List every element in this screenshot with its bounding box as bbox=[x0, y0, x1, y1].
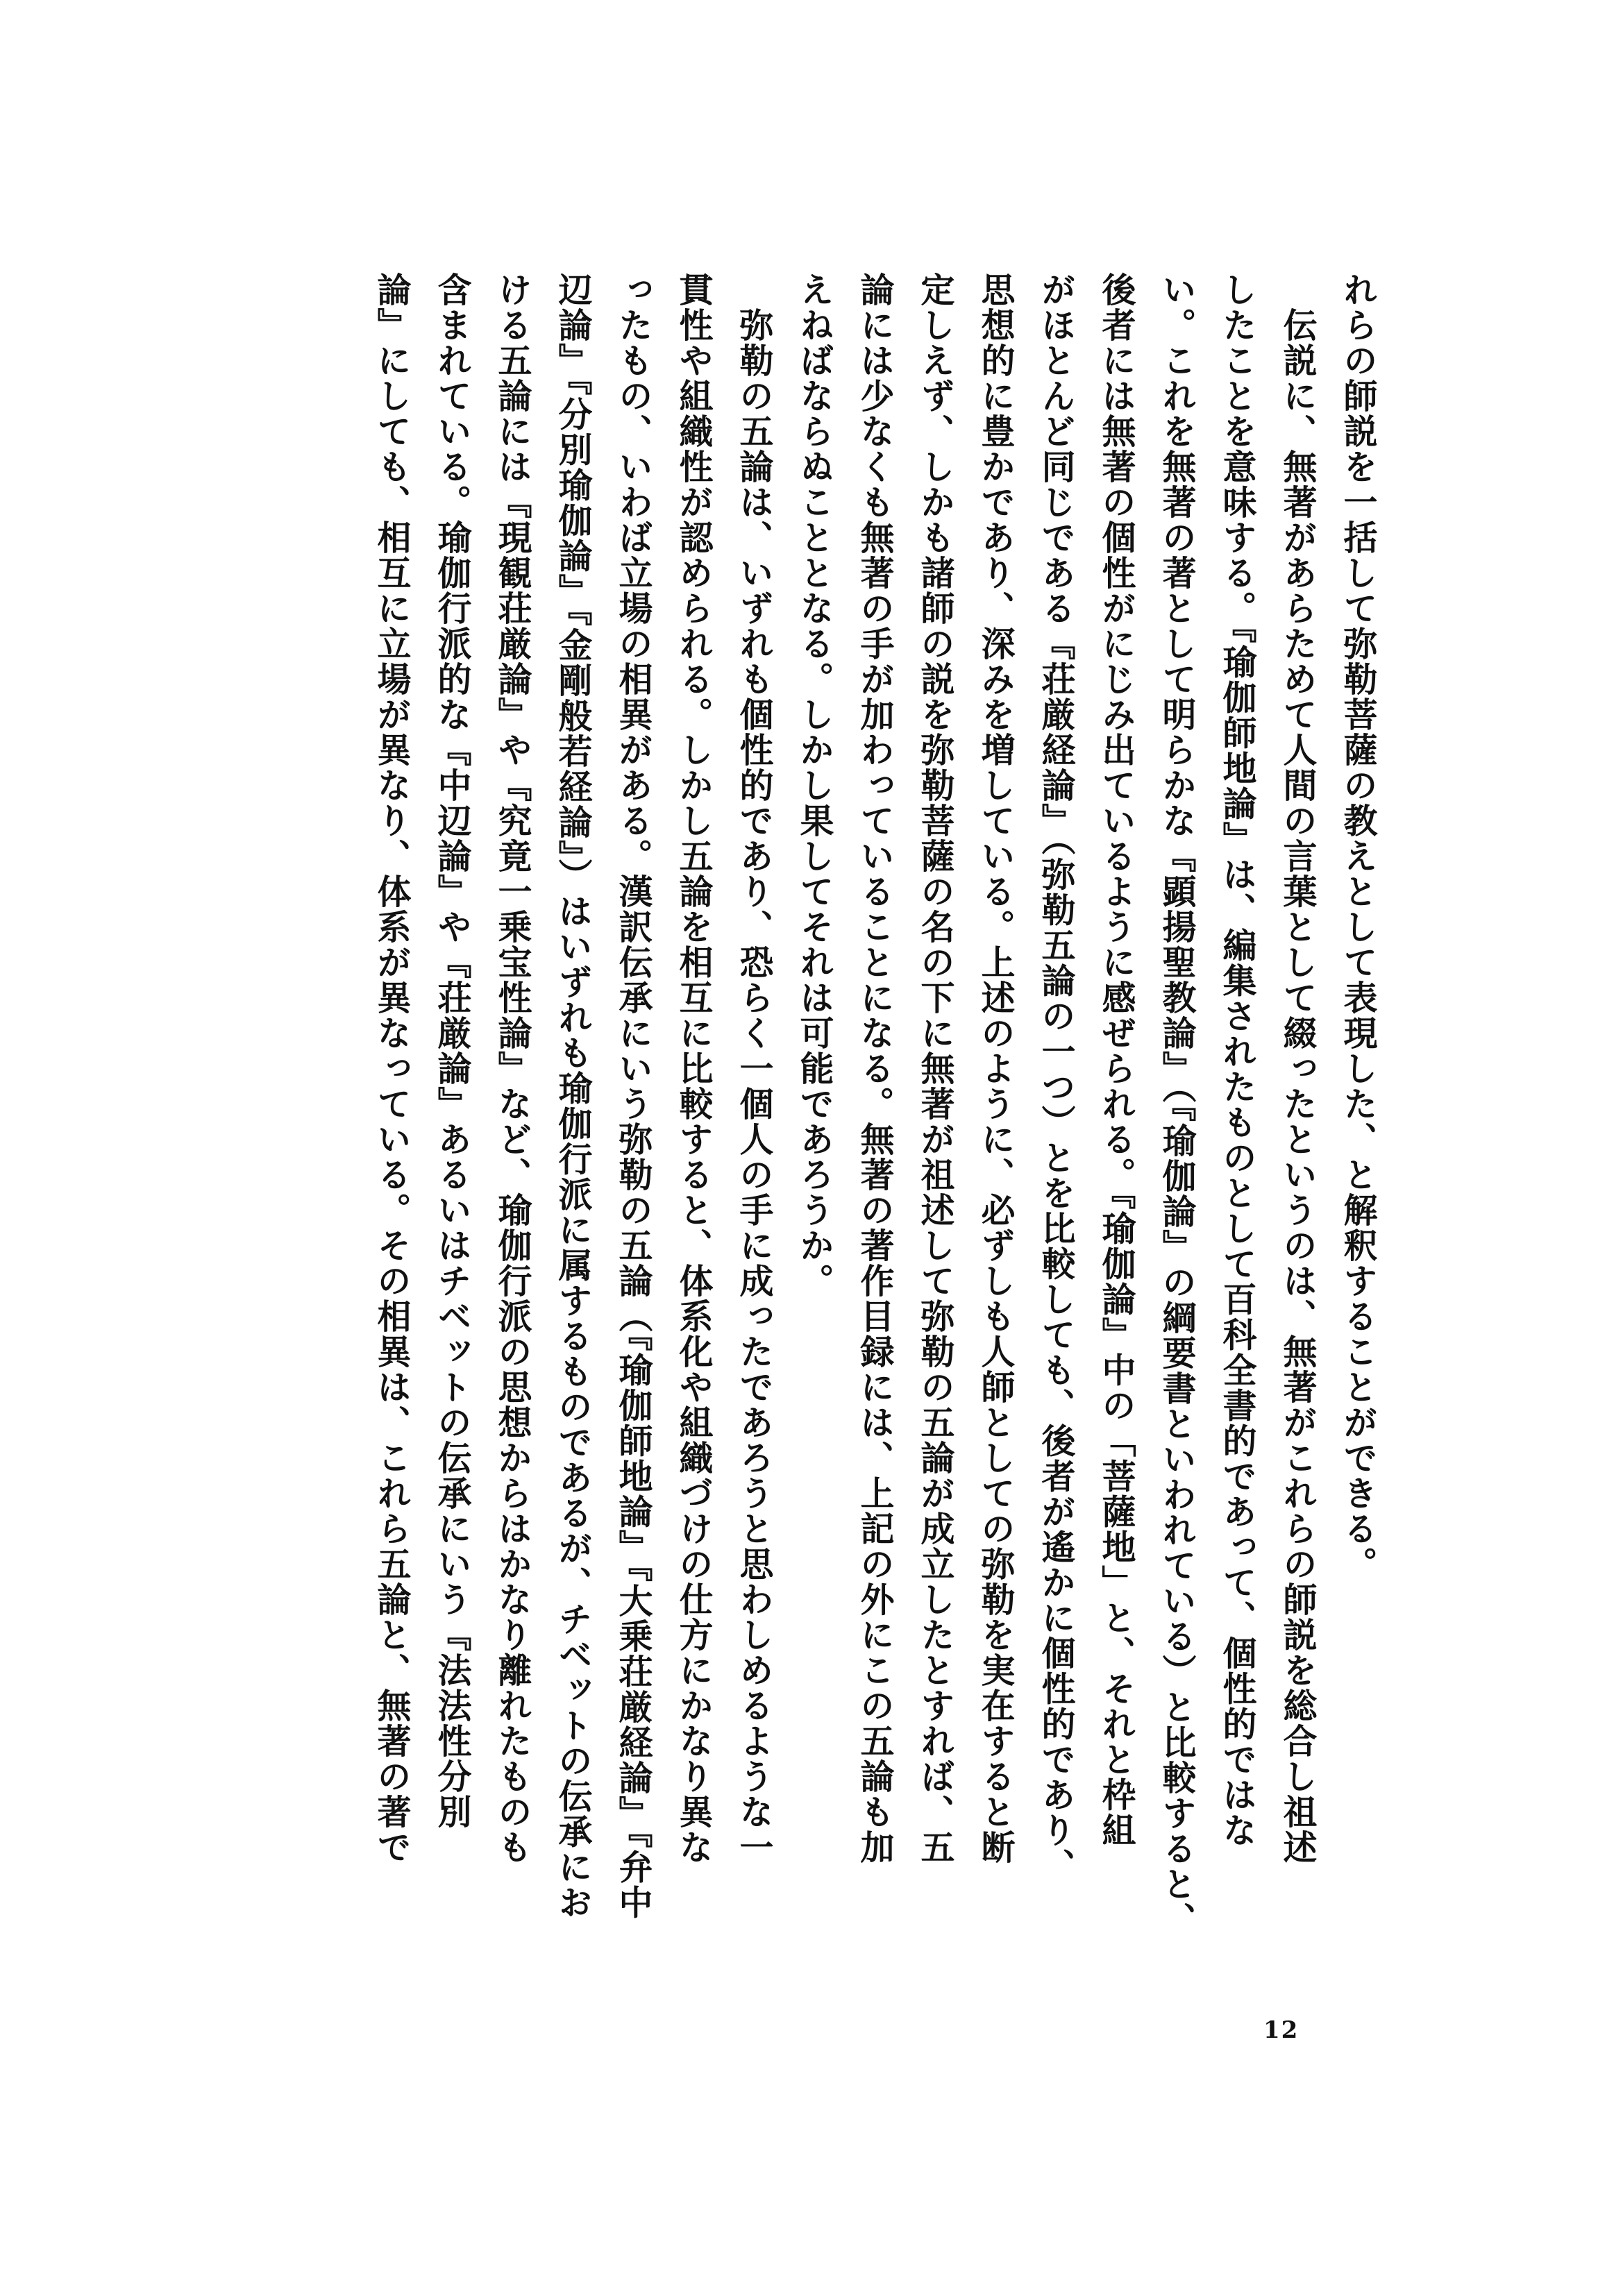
text-line: 定しえず、しかも諸師の説を弥勒菩薩の名の下に無著が祖述して弥勒の五論が成立したとすれば、五 bbox=[916, 272, 956, 1865]
page-number: 12 bbox=[1263, 2016, 1300, 2044]
text-line: 含まれている。瑜伽行派的な『中辺論』や『荘厳論』あるいはチベットの伝承にいう『法法性分別 bbox=[432, 272, 473, 1830]
text-line: したことを意味する。『瑜伽師地論』は、編集されたものとして百科全書的であって、個性的ではな bbox=[1218, 272, 1258, 1848]
text-line: 貫性や組織性が認められる。しかし五論を相互に比較すると、体系化や組織づけの仕方にかなり異な bbox=[674, 272, 714, 1865]
text-line: い。これを無著の著として明らかな『顕揚聖教論』（『瑜伽論』の綱要書といわれている）と比較すると、 bbox=[1157, 272, 1197, 1937]
text-line: 伝説に、無著があらためて人間の言葉として綴ったというのは、無著がこれらの師説を総合し祖述 bbox=[1278, 272, 1318, 1865]
text-line: ったもの、いわば立場の相異がある。漢訳伝承にいう弥勒の五論（『瑜伽師地論』『大乗荘厳経論』『弁中 bbox=[614, 272, 654, 1921]
text-line: 辺論』『分別瑜伽論』『金剛般若経論』）はいずれも瑜伽行派に属するものであるが、チベットの伝承にお bbox=[553, 272, 594, 1921]
text-line: 論には少なくも無著の手が加わっていることになる。無著の著作目録には、上記の外にこの五論も加 bbox=[855, 272, 895, 1865]
text-line: れらの師説を一括して弥勒菩薩の教えとして表現した、と解釈することができる。 bbox=[1338, 272, 1379, 1582]
text-line: 論』にしても、相互に立場が異なり、体系が異なっている。その相異は、これら五論と、無著の著で bbox=[372, 272, 412, 1865]
text-line: がほとんど同じである『荘厳経論』（弥勒五論の一つ）とを比較しても、後者が遙かに個性的であり、 bbox=[1036, 272, 1077, 1884]
text-line: 後者には無著の個性がにじみ出ているように感ぜられる。『瑜伽論』中の「菩薩地」と、それと枠組 bbox=[1097, 272, 1137, 1848]
text-line: ける五論には『現観荘厳論』や『究竟一乗宝性論』など、瑜伽行派の思想からはかなり離れたものも bbox=[493, 272, 533, 1865]
body-text bbox=[362, 272, 1388, 1937]
text-line: えねばならぬこととなる。しかし果してそれは可能であろうか。 bbox=[795, 272, 835, 1299]
text-line: 思想的に豊かであり、深みを増している。上述のように、必ずしも人師としての弥勒を実在すると断 bbox=[976, 272, 1016, 1865]
text-line: 弥勒の五論は、いずれも個性的であり、恐らく一個人の手に成ったであろうと思わしめるような一 bbox=[734, 272, 775, 1865]
